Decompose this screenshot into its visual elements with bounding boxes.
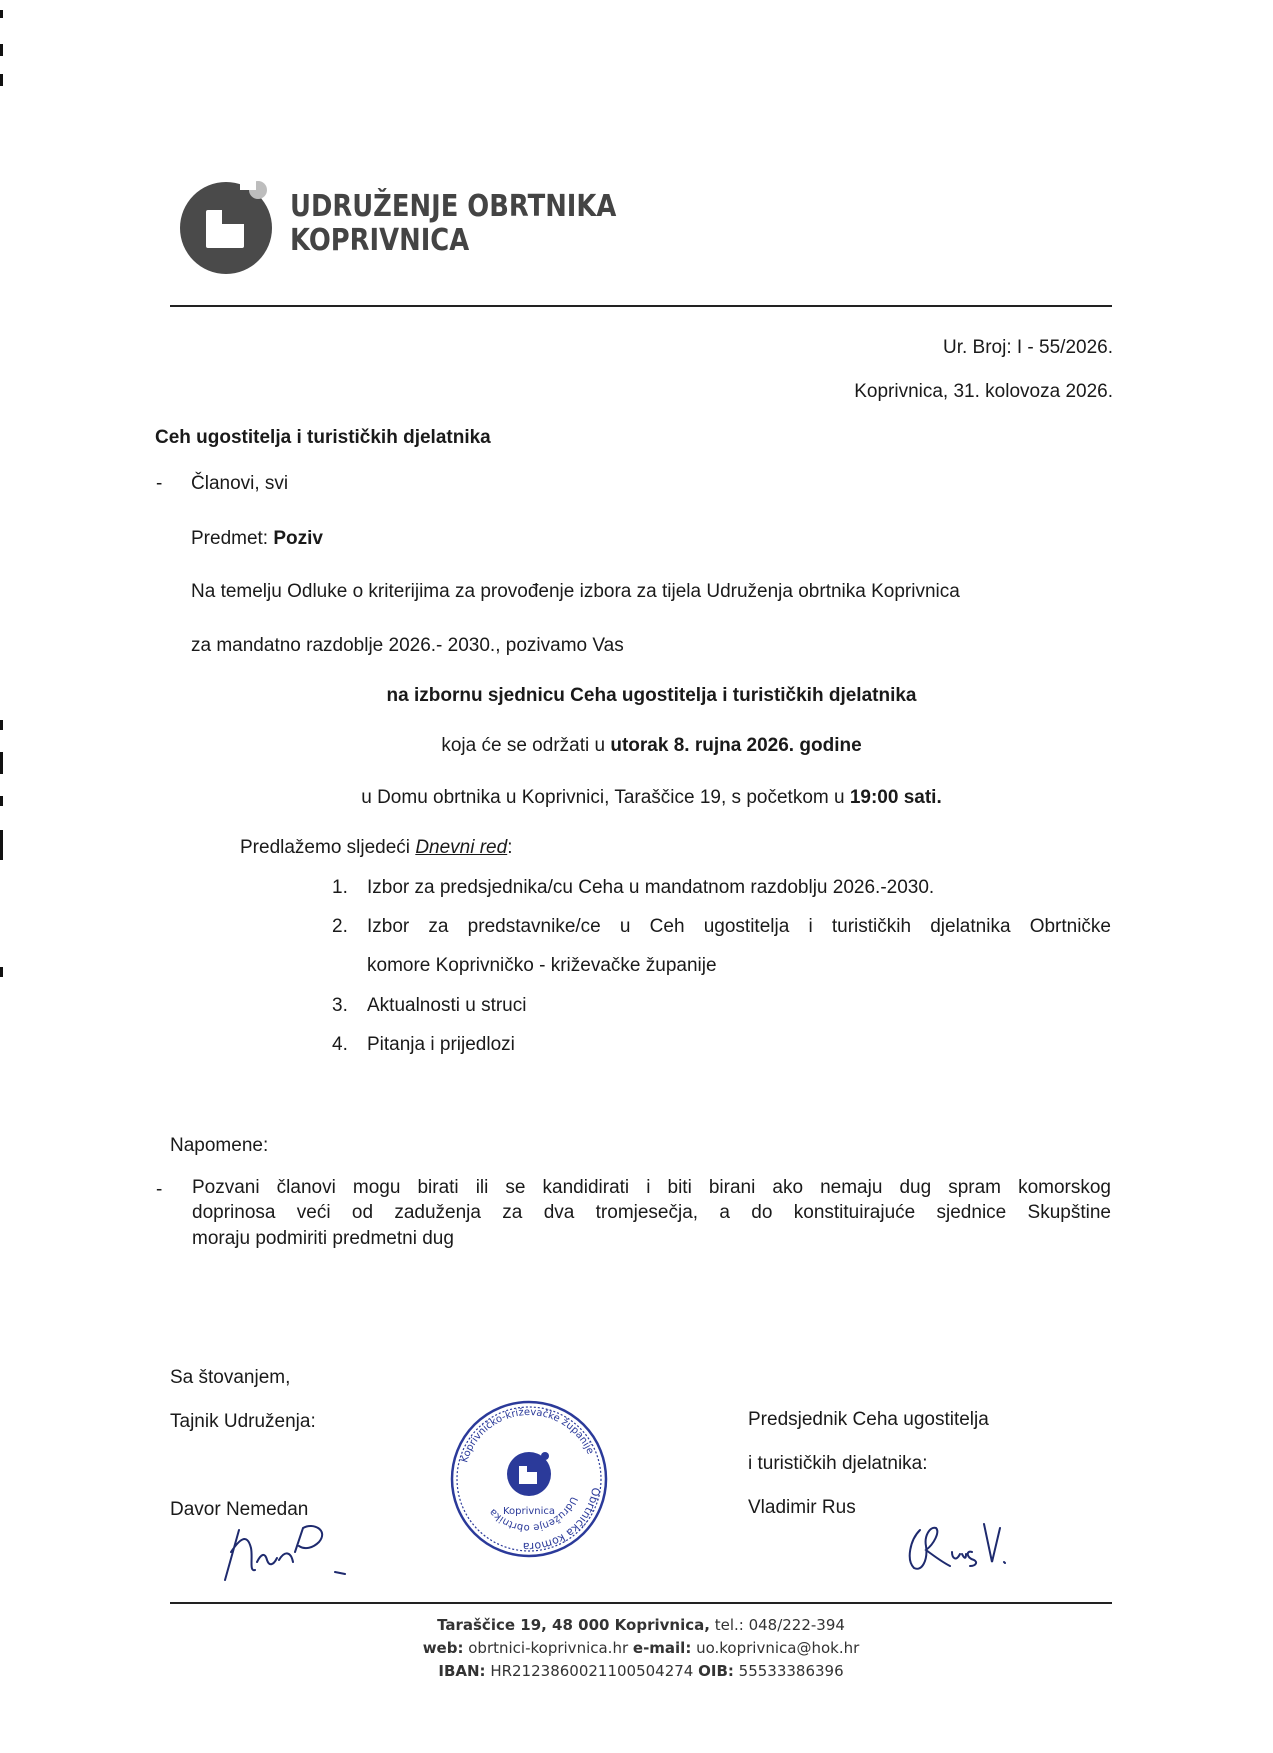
scan-mark — [0, 44, 3, 56]
agenda-colon: : — [507, 837, 513, 858]
official-stamp — [448, 1398, 610, 1560]
footer-oib-label: OIB: — [698, 1662, 734, 1680]
agenda-intro — [240, 836, 512, 860]
scan-mark — [0, 720, 3, 730]
meeting-time: 19:00 sati. — [849, 787, 942, 808]
stamp-text-inner: Udruženje obrtnika — [487, 1494, 580, 1534]
agenda-title: Dnevni red — [415, 837, 508, 858]
footer-divider — [170, 1602, 1112, 1604]
subject-line — [191, 527, 323, 551]
place-date: Koprivnica, 31. kolovoza 2026. — [854, 381, 1113, 402]
stamp-logo-icon — [507, 1452, 551, 1496]
org-logo — [176, 176, 276, 276]
logo-icon — [176, 176, 276, 276]
footer-bank — [170, 1660, 1112, 1682]
secretary-role: Tajnik Udruženja: — [170, 1411, 316, 1432]
recipient-org: Ceh ugostitelja i turističkih djelatnika — [155, 427, 491, 448]
recipient-members: Članovi, svi — [191, 473, 289, 494]
notes-title: Napomene: — [170, 1135, 269, 1156]
footer-oib-value: 55533386396 — [733, 1662, 844, 1680]
president-role-line2: i turističkih djelatnika: — [748, 1453, 928, 1474]
agenda-intro-text: Predlažemo sljedeći — [240, 837, 416, 858]
stamp-text-bottom: Koprivničko-križevačke županije — [459, 1406, 596, 1465]
footer-email-label: e-mail: — [632, 1639, 692, 1657]
agenda-item-number: 2. — [332, 916, 348, 937]
recipient-dash: - — [156, 473, 163, 494]
org-name-line2: KOPRIVNICA — [290, 223, 470, 258]
scan-mark — [0, 967, 3, 977]
body-line-1: Na temelju Odluke o kriterijima za provođenje izbora za tijela Udruženja obrtnika Koprivnica — [191, 581, 960, 602]
agenda-item-text-cont: komore Koprivničko - križevačke županije — [367, 955, 717, 976]
scan-mark — [0, 74, 3, 86]
meeting-date: utorak 8. rujna 2026. godine — [610, 735, 862, 756]
subject-label: Predmet: — [191, 528, 274, 549]
footer-web-link[interactable]: obrtnici-koprivnica.hr — [463, 1639, 633, 1657]
footer-address — [170, 1614, 1112, 1636]
footer-web-label: web: — [422, 1639, 464, 1657]
reference-number: Ur. Broj: I - 55/2026. — [942, 337, 1113, 358]
body-line-2: za mandatno razdoblje 2026.- 2030., pozivamo Vas — [191, 635, 624, 656]
body-center-3 — [0, 786, 1273, 810]
agenda-item-number: 3. — [332, 995, 348, 1016]
footer-email-link[interactable]: uo.koprivnica@hok.hr — [691, 1639, 860, 1657]
agenda-item-text: Izbor za predsjednika/cu Ceha u mandatnom razdoblju 2026.-2030. — [367, 877, 935, 898]
header-divider — [170, 305, 1112, 307]
notes-dash: - — [156, 1179, 163, 1200]
notes-line-1: Pozvani članovi mogu birati ili se kandidirati i biti birani ako nemaju dug spram komorskog — [192, 1177, 1111, 1198]
footer-address-text: Taraščice 19, 48 000 Koprivnica, — [437, 1616, 710, 1634]
stamp-text-center: Koprivnica — [502, 1506, 556, 1517]
president-role-line1: Predsjednik Ceha ugostitelja — [748, 1409, 989, 1430]
footer-web-email — [170, 1637, 1112, 1659]
agenda-item-number: 4. — [332, 1034, 348, 1055]
org-name-line1: UDRUŽENJE OBRTNIKA — [290, 189, 617, 224]
meeting-intro: koja će se održati u — [441, 735, 611, 756]
footer-iban-label: IBAN: — [438, 1662, 486, 1680]
scan-mark — [0, 830, 3, 860]
secretary-signature — [195, 1522, 375, 1588]
president-signature — [900, 1500, 1010, 1578]
greeting: Sa štovanjem, — [170, 1367, 291, 1388]
body-center-1: na izbornu sjednicu Ceha ugostitelja i turističkih djelatnika — [386, 685, 917, 706]
subject-value: Poziv — [273, 528, 323, 549]
body-center-2 — [0, 734, 1273, 758]
meeting-location: u Domu obrtnika u Koprivnici, Taraščice 19, s početkom u — [361, 787, 850, 808]
scan-mark — [0, 10, 3, 18]
secretary-name: Davor Nemedan — [170, 1499, 309, 1520]
agenda-item-text: Aktualnosti u struci — [367, 995, 527, 1016]
agenda-item-number: 1. — [332, 877, 348, 898]
stamp-text-outer: Obrtnička komora — [522, 1486, 603, 1554]
president-name: Vladimir Rus — [748, 1497, 856, 1518]
footer-iban-value: HR2123860021100504274 — [485, 1662, 699, 1680]
agenda-item-text: Pitanja i prijedlozi — [367, 1034, 515, 1055]
agenda-item-text: Izbor za predstavnike/ce u Ceh ugostitelja i turističkih djelatnika Obrtničke — [367, 916, 1111, 937]
notes-line-2: doprinosa veći od zaduženja za dva tromjesečja, a do konstituirajuće sjednice Skupštine — [192, 1202, 1111, 1223]
footer-phone: tel.: 048/222-394 — [709, 1616, 845, 1634]
notes-line-3: moraju podmiriti predmetni dug — [192, 1228, 454, 1249]
